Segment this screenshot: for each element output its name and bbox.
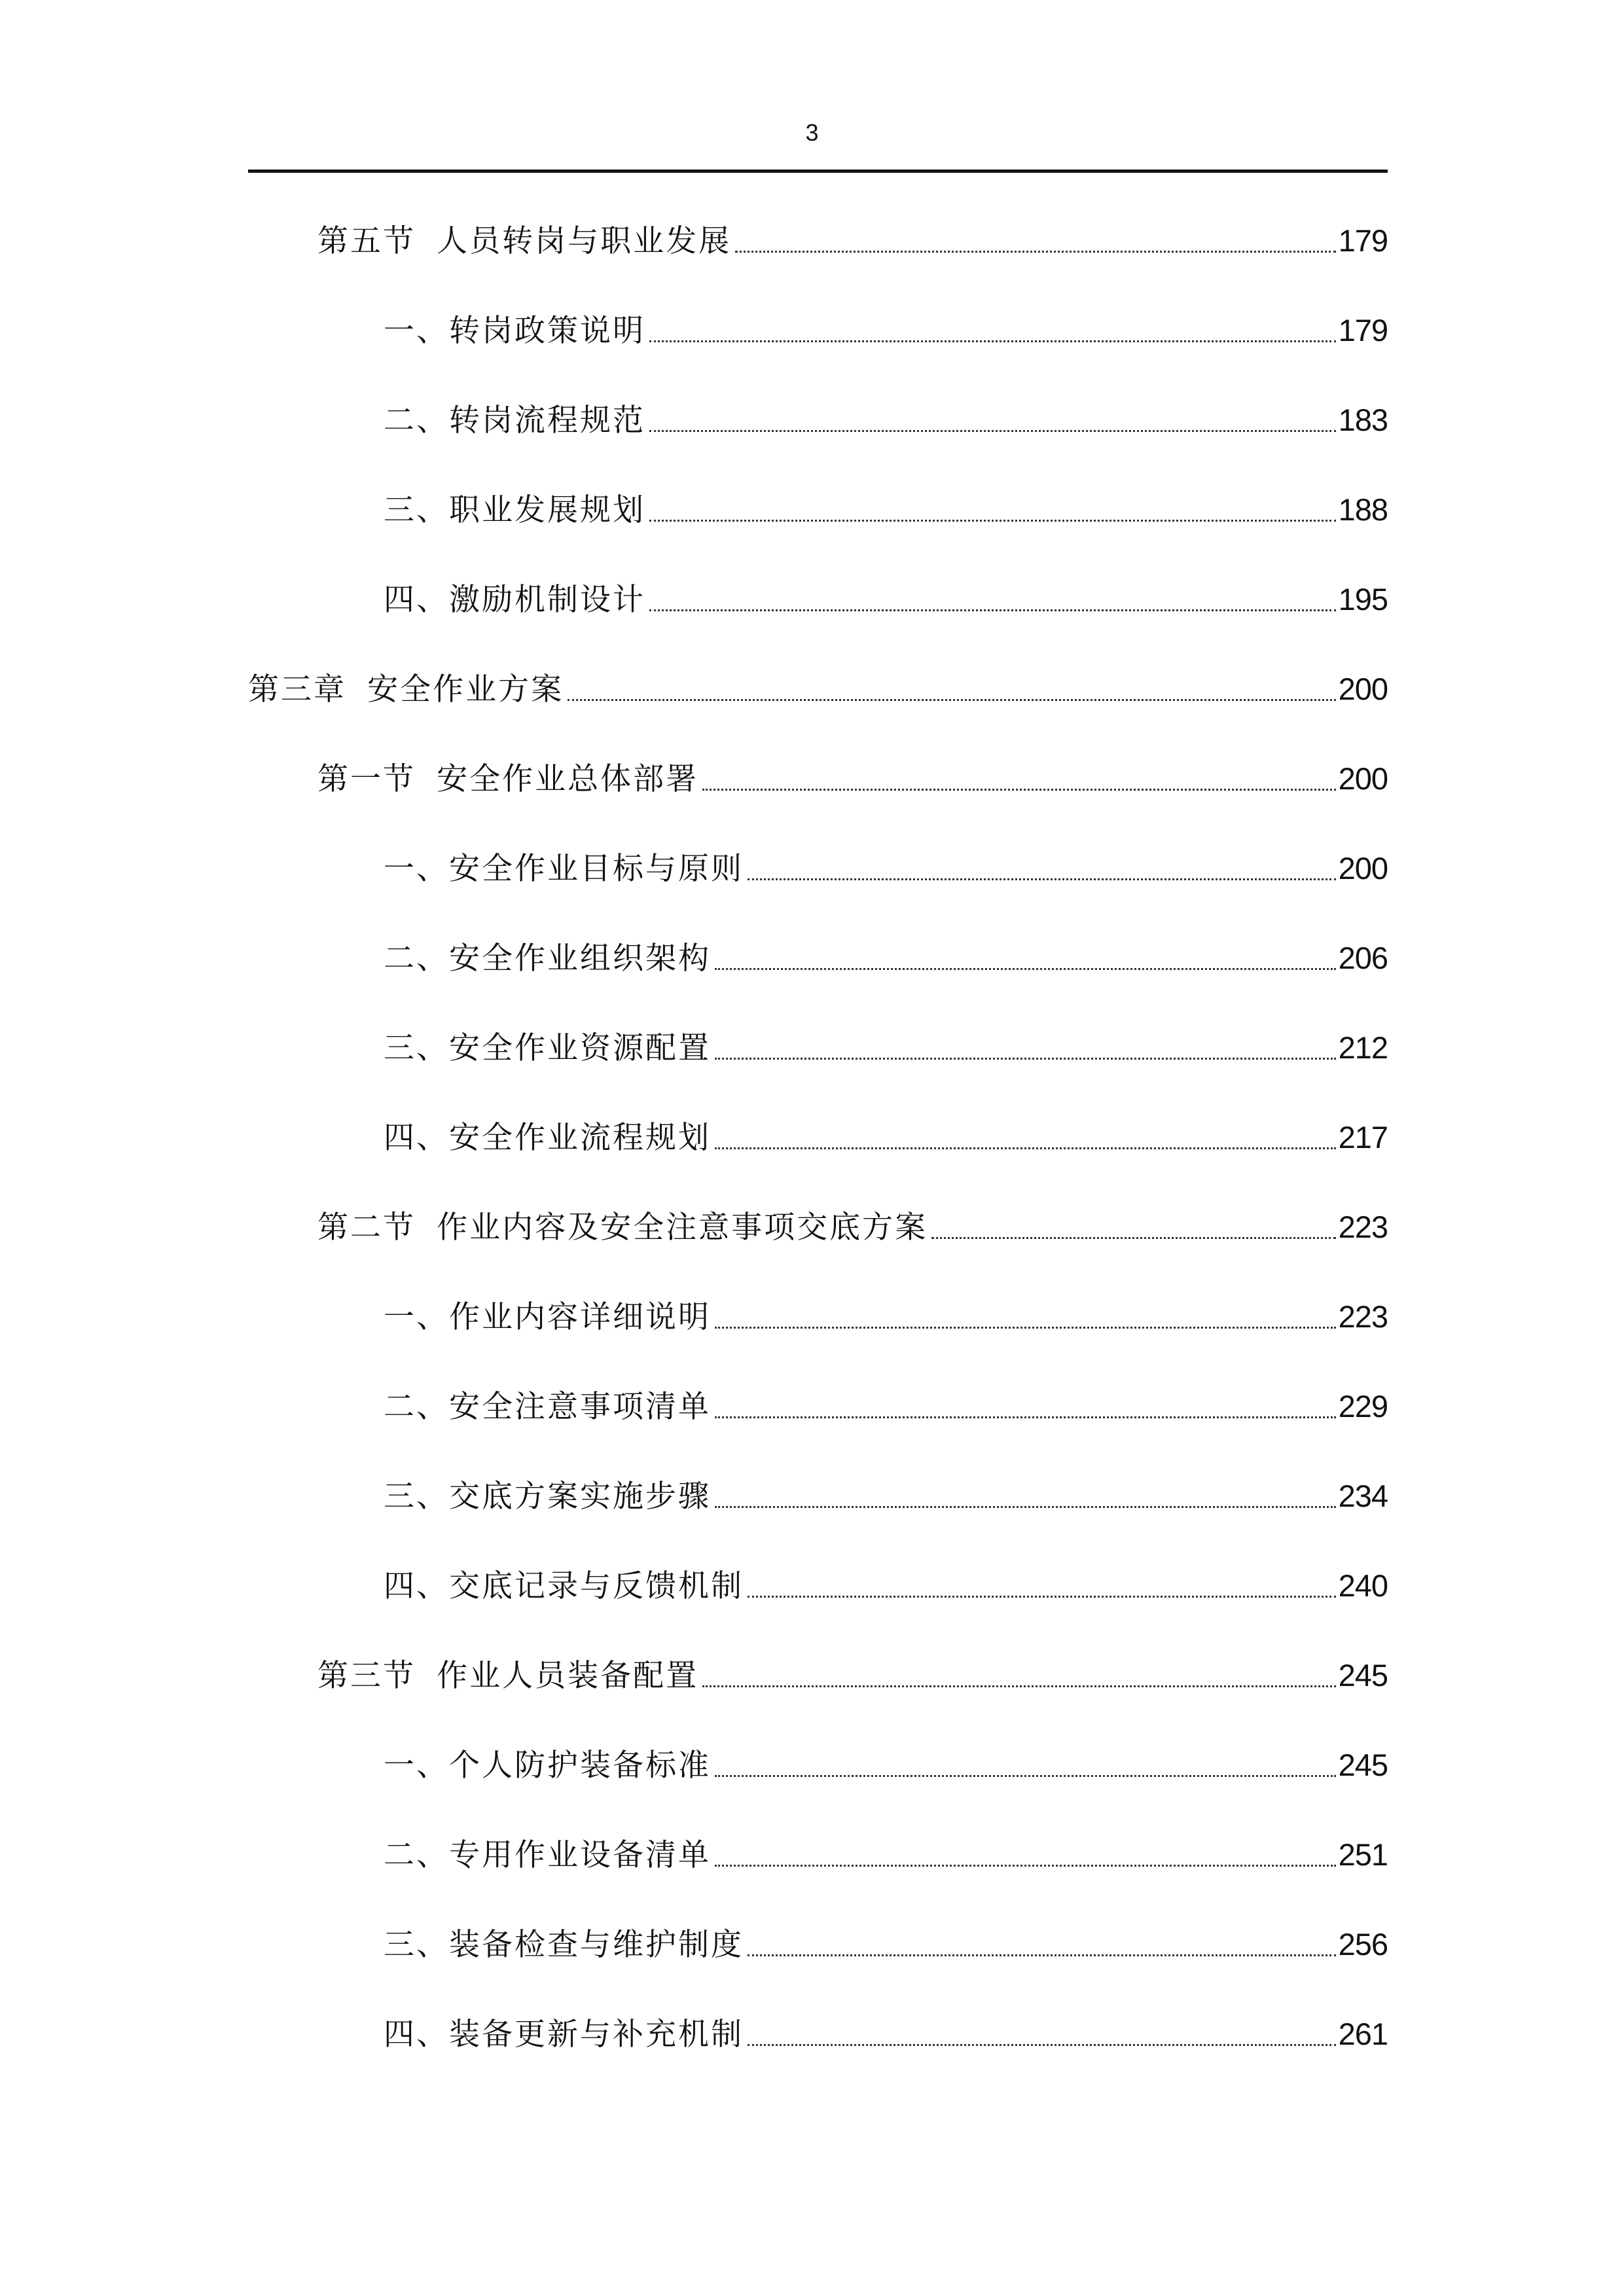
toc-entry-title: 一、安全作业目标与原则 [384, 851, 744, 886]
toc-entry-page: 212 [1338, 1030, 1388, 1065]
toc-entry-title: 四、装备更新与补充机制 [384, 2017, 744, 2051]
toc-entry-title: 一、转岗政策说明 [384, 313, 645, 348]
toc-entry-title: 第三节 作业人员装备配置 [317, 1658, 699, 1693]
toc-entry-page: 223 [1338, 1299, 1388, 1334]
toc-entry-page: 200 [1338, 851, 1388, 886]
toc-entry-title: 三、职业发展规划 [384, 492, 645, 527]
toc-entry-page: 200 [1338, 672, 1388, 706]
dot-leader [931, 1236, 1335, 1239]
toc-entry-title: 二、安全作业组织架构 [384, 941, 711, 975]
toc-entry-title: 三、安全作业资源配置 [384, 1030, 711, 1065]
toc-entry-title: 四、激励机制设计 [384, 582, 645, 617]
dot-leader [715, 1505, 1336, 1508]
table-of-contents [248, 221, 1388, 2104]
toc-entry-title: 四、交底记录与反馈机制 [384, 1568, 744, 1603]
dot-leader [715, 1864, 1336, 1867]
toc-entry[interactable] [248, 849, 1388, 888]
dot-leader [748, 2043, 1336, 2046]
toc-entry-title: 三、交底方案实施步骤 [384, 1479, 711, 1513]
dot-leader [715, 1326, 1336, 1329]
toc-entry[interactable] [248, 580, 1388, 619]
toc-entry-title: 二、安全注意事项清单 [384, 1389, 711, 1424]
toc-entry[interactable] [248, 1746, 1388, 1785]
dot-leader [649, 609, 1336, 611]
dot-leader [748, 1595, 1336, 1598]
dot-leader [649, 340, 1336, 342]
toc-entry-title: 二、专用作业设备清单 [384, 1837, 711, 1872]
toc-entry-page: 229 [1338, 1389, 1388, 1424]
toc-entry-title: 一、个人防护装备标准 [384, 1748, 711, 1782]
toc-entry-page: 245 [1338, 1658, 1388, 1693]
dot-leader [748, 1954, 1336, 1956]
toc-entry[interactable] [248, 1208, 1388, 1247]
toc-entry[interactable] [248, 311, 1388, 350]
toc-entry[interactable] [248, 1656, 1388, 1695]
toc-entry-title: 四、安全作业流程规划 [384, 1120, 711, 1155]
toc-entry[interactable] [248, 2015, 1388, 2054]
dot-leader [735, 250, 1335, 253]
toc-entry-title: 一、作业内容详细说明 [384, 1299, 711, 1334]
toc-entry-page: 251 [1338, 1837, 1388, 1872]
toc-entry[interactable] [248, 401, 1388, 440]
toc-entry-page: 183 [1338, 403, 1388, 437]
toc-entry-page: 245 [1338, 1748, 1388, 1782]
toc-entry-title: 第一节 安全作业总体部署 [317, 761, 699, 796]
dot-leader [715, 1147, 1336, 1149]
toc-entry-title: 三、装备检查与维护制度 [384, 1927, 744, 1962]
toc-entry-page: 206 [1338, 941, 1388, 975]
dot-leader [702, 1685, 1335, 1687]
toc-entry[interactable] [248, 221, 1388, 260]
toc-entry-page: 179 [1338, 313, 1388, 348]
toc-entry-title: 第五节 人员转岗与职业发展 [317, 223, 732, 258]
toc-entry-page: 261 [1338, 2017, 1388, 2051]
dot-leader [748, 878, 1336, 880]
toc-entry[interactable] [248, 939, 1388, 978]
dot-leader [649, 429, 1336, 432]
toc-entry-page: 223 [1338, 1210, 1388, 1244]
toc-entry[interactable] [248, 1477, 1388, 1516]
toc-entry-page: 200 [1338, 761, 1388, 796]
dot-leader [715, 1057, 1336, 1060]
page-number: 3 [805, 119, 819, 146]
toc-entry-page: 188 [1338, 492, 1388, 527]
toc-entry-page: 195 [1338, 582, 1388, 617]
toc-entry-page: 217 [1338, 1120, 1388, 1155]
dot-leader [568, 698, 1335, 701]
header-rule [248, 170, 1388, 173]
toc-entry[interactable] [248, 1925, 1388, 1964]
toc-entry-page: 256 [1338, 1927, 1388, 1962]
toc-entry-page: 240 [1338, 1568, 1388, 1603]
toc-entry[interactable] [248, 670, 1388, 709]
toc-entry-title: 第二节 作业内容及安全注意事项交底方案 [317, 1210, 928, 1244]
dot-leader [649, 519, 1336, 522]
toc-entry[interactable] [248, 1297, 1388, 1336]
dot-leader [702, 788, 1335, 791]
toc-entry[interactable] [248, 1028, 1388, 1067]
toc-entry[interactable] [248, 759, 1388, 798]
toc-entry[interactable] [248, 1118, 1388, 1157]
toc-entry[interactable] [248, 1566, 1388, 1605]
toc-entry-page: 234 [1338, 1479, 1388, 1513]
dot-leader [715, 1416, 1336, 1418]
toc-entry[interactable] [248, 490, 1388, 529]
toc-entry-title: 第三章 安全作业方案 [248, 672, 564, 706]
dot-leader [715, 1774, 1336, 1777]
toc-entry[interactable] [248, 1835, 1388, 1874]
toc-entry[interactable] [248, 1387, 1388, 1426]
dot-leader [715, 967, 1336, 970]
toc-entry-page: 179 [1338, 223, 1388, 258]
toc-entry-title: 二、转岗流程规范 [384, 403, 645, 437]
